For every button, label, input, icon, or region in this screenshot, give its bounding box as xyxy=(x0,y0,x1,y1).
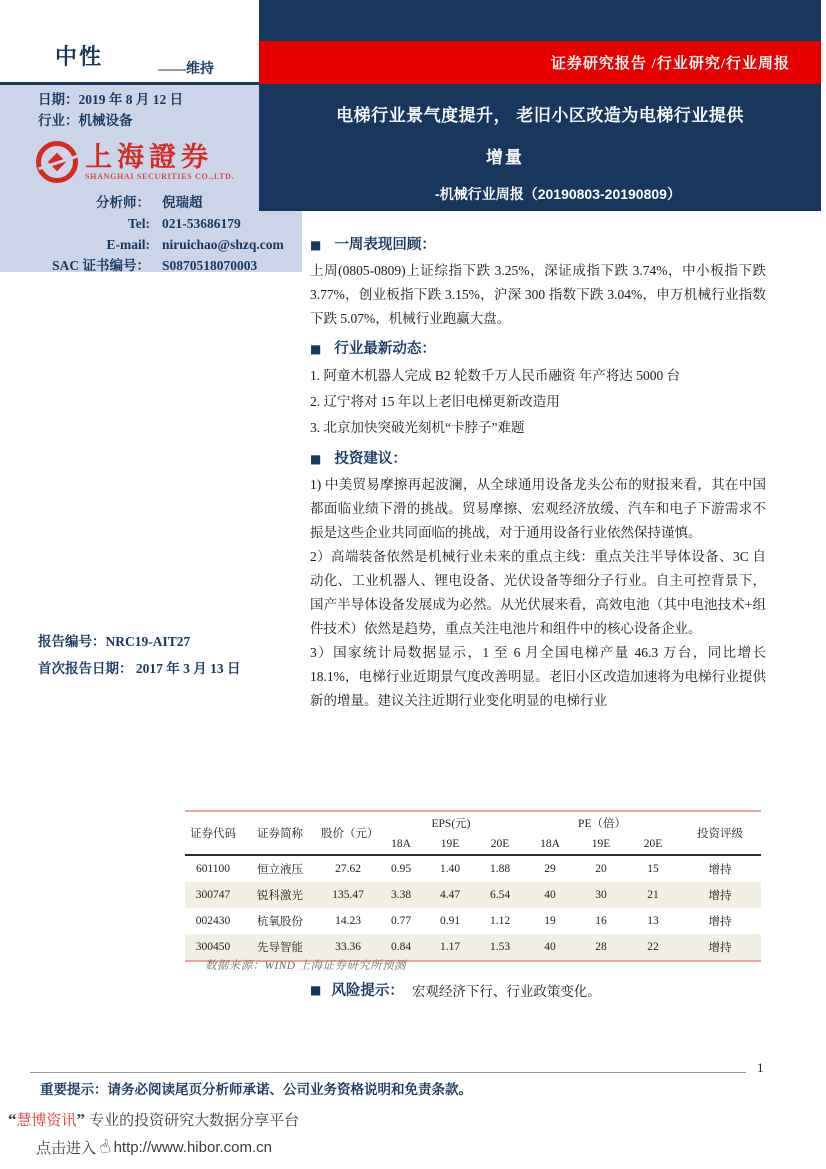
cell-eps18: 0.84 xyxy=(390,941,412,953)
section-week-review-heading xyxy=(310,234,766,256)
hibor-brand: 慧博资讯 xyxy=(16,1112,77,1129)
first-report-date-label: 首次报告日期： xyxy=(38,661,133,676)
cta-text[interactable]: 点击进入 xyxy=(36,1139,97,1157)
cell-pe20: 15 xyxy=(647,863,659,875)
email-label: E-mail: xyxy=(106,237,150,252)
sac-label: SAC 证书编号： xyxy=(52,258,150,272)
email-value: niruichao@shzq.com xyxy=(162,237,284,252)
logo-en-text: SHANGHAI SECURITIES CO.,LTD. xyxy=(85,172,235,181)
hand-cursor-icon: ☝ xyxy=(96,1134,114,1160)
cell-eps20: 1.53 xyxy=(489,941,511,953)
shanghai-securities-logo-icon xyxy=(36,141,78,183)
report-number-value: NRC19-AIT27 xyxy=(105,634,191,649)
risk-warning-line xyxy=(310,979,601,1000)
col-header-name: 证券简称 xyxy=(257,828,303,840)
report-title-line1: 电梯行业景气度提升， 老旧小区改造为电梯行业提供 xyxy=(336,106,744,125)
col-header-pe-20e: 20E xyxy=(643,837,663,850)
logo-cn-text: 上海證券 xyxy=(85,142,213,172)
section-title: 行业最新动态： xyxy=(334,341,436,357)
cell-price: 135.47 xyxy=(332,889,364,901)
cell-code: 300450 xyxy=(195,941,231,953)
industry-value: 机械设备 xyxy=(78,113,133,128)
report-subtitle: -机械行业周报（20190803-20190809） xyxy=(435,186,681,202)
hibor-brand-line xyxy=(8,1109,299,1130)
col-header-pe-19e: 19E xyxy=(591,837,611,850)
news-item: 3. 北京加快突破光刻机“卡脖子”难题 xyxy=(310,420,525,435)
report-number-label: 报告编号： xyxy=(38,634,106,649)
advice-paragraph: 3）国家统计局数据显示，1 至 6 月全国电梯产量 46.3 万台，同比增长 18.1%，电梯行业近期景气度改善明显。老旧小区改造加速将为电梯行业提供新的增量。建议关注近期行业变化明显的电梯行业 xyxy=(310,645,766,708)
date-label: 日期： xyxy=(38,92,79,107)
cell-rating: 增持 xyxy=(708,890,732,902)
first-report-date-value: 2017 年 3 月 13 日 xyxy=(135,661,241,676)
open-quote: “ xyxy=(8,1110,17,1129)
rating-suffix: ——维持 xyxy=(158,62,214,77)
section-title: 一周表现回顾： xyxy=(334,237,436,253)
close-quote: ” xyxy=(76,1110,86,1129)
col-header-eps-20e: 20E xyxy=(490,837,510,850)
risk-title: 风险提示： xyxy=(331,983,404,999)
cell-eps19: 0.91 xyxy=(439,915,461,927)
date-value: 2019 年 8 月 12 日 xyxy=(78,92,184,107)
table-row xyxy=(185,882,761,908)
hibor-tagline: 专业的投资研究大数据分享平台 xyxy=(85,1112,300,1129)
news-item: 1. 阿童木机器人完成 B2 轮数千万人民币融资 年产将达 5000 台 xyxy=(310,368,681,383)
logo-text xyxy=(85,143,234,181)
footer-divider xyxy=(30,1072,746,1073)
col-header-code: 证券代码 xyxy=(190,828,236,840)
cell-pe18: 40 xyxy=(544,941,556,953)
col-header-pe-18a: 18A xyxy=(540,837,560,850)
col-header-pe-group: PE（倍） xyxy=(578,817,626,830)
col-header-price: 股价（元） xyxy=(321,828,379,840)
cell-name: 恒立液压 xyxy=(257,864,303,876)
cell-eps18: 0.95 xyxy=(390,863,412,875)
cell-code: 002430 xyxy=(195,915,231,927)
col-header-eps-18a: 18A xyxy=(391,837,411,850)
important-notice: 重要提示：请务必阅读尾页分析师承诺、公司业务资格说明和免责条款。 xyxy=(40,1082,472,1097)
cell-pe19: 16 xyxy=(595,915,607,927)
hibor-cta-line xyxy=(36,1136,272,1158)
table-header-row xyxy=(185,811,761,833)
cell-eps19: 1.40 xyxy=(439,863,461,875)
cell-eps19: 4.47 xyxy=(439,889,461,901)
week-review-body: 上周(0805-0809)上证综指下跌 3.25%，深证成指下跌 3.74%，中小板指下跌 3.77%，创业板指下跌 3.15%，沪深 300 指数下跌 3.04%，申万机械行业指数下跌 5.07%，机械行业跑赢大盘。 xyxy=(310,263,766,326)
news-item: 2. 辽宁将对 15 年以上老旧电梯更新改造用 xyxy=(310,394,560,409)
cell-name: 锐科激光 xyxy=(257,890,303,902)
cell-rating: 增持 xyxy=(708,864,732,876)
col-header-eps-19e: 19E xyxy=(440,837,460,850)
report-meta-block xyxy=(38,628,241,682)
sidebar-info-panel xyxy=(0,82,302,272)
analyst-name: 倪瑞超 xyxy=(162,195,203,210)
cell-code: 601100 xyxy=(195,863,231,875)
cell-pe20: 13 xyxy=(647,915,659,927)
section-investment-advice-heading xyxy=(310,448,766,470)
cell-name: 先导智能 xyxy=(257,942,303,954)
tel-label: Tel: xyxy=(127,216,150,231)
risk-body: 宏观经济下行、行业政策变化。 xyxy=(411,983,601,999)
col-header-rating: 投资评级 xyxy=(697,828,744,840)
cell-pe18: 40 xyxy=(544,889,556,901)
main-content xyxy=(310,230,766,713)
advice-paragraph: 2）高端装备依然是机械行业未来的重点主线：重点关注半导体设备、3C 自动化、工业机器人、锂电设备、光伏设备等细分子行业。自主可控背景下，国产半导体设备发展成为必然。从光伏展来看，高效电池（其中电池技术+组件技术）依然是趋势，重点关注电池片和组件中的核心设备企业。 xyxy=(310,549,766,636)
advice-paragraph: 1) 中美贸易摩擦再起波澜，从全球通用设备龙头公布的财报来看，其在中国都面临业绩下滑的挑战。贸易摩擦、宏观经济放缓、汽车和电子下游需求不振是这些企业共同面临的挑战，对于通用设备行业依然保持谨慎。 xyxy=(310,477,766,540)
cell-eps20: 6.54 xyxy=(489,889,511,901)
cell-pe19: 20 xyxy=(595,863,607,875)
cell-eps18: 3.38 xyxy=(390,889,412,901)
table-source-note: 数据来源：WIND 上海证券研究所预测 xyxy=(205,960,406,972)
report-title-line2: 增量 xyxy=(486,148,524,167)
cell-price: 27.62 xyxy=(335,863,361,875)
section-industry-news-heading xyxy=(310,338,766,360)
key-stocks-table xyxy=(185,810,761,962)
sac-value: S0870518070003 xyxy=(162,258,258,272)
cell-pe19: 28 xyxy=(595,941,607,953)
cell-eps19: 1.17 xyxy=(439,941,461,953)
report-number-row xyxy=(38,628,241,655)
cell-pe19: 30 xyxy=(595,889,607,901)
square-bullet-icon: ■ xyxy=(310,238,322,252)
analyst-label: 分析师： xyxy=(96,195,150,210)
title-banner xyxy=(259,0,821,211)
page-number: 1 xyxy=(757,1060,764,1075)
table-row xyxy=(185,908,761,934)
cell-pe18: 19 xyxy=(544,915,556,927)
cell-eps18: 0.77 xyxy=(390,915,412,927)
square-bullet-icon: ■ xyxy=(310,982,322,997)
col-header-eps-group: EPS(元) xyxy=(431,817,471,830)
table-row xyxy=(185,855,761,882)
cell-eps20: 1.88 xyxy=(489,863,511,875)
report-type-text: 证券研究报告 /行业研究/行业周报 xyxy=(550,56,790,72)
section-title: 投资建议： xyxy=(334,451,407,467)
cell-pe20: 22 xyxy=(647,941,659,953)
cell-pe20: 21 xyxy=(647,889,659,901)
cell-price: 33.36 xyxy=(335,941,361,953)
rating-value: 中性 xyxy=(55,44,104,69)
hibor-url-link[interactable]: http://www.hibor.com.cn xyxy=(113,1138,272,1156)
industry-label: 行业： xyxy=(38,113,79,128)
cell-eps20: 1.12 xyxy=(489,915,511,927)
cell-rating: 增持 xyxy=(708,942,732,954)
report-type-band xyxy=(259,41,821,84)
cell-name: 杭氧股份 xyxy=(257,916,303,928)
square-bullet-icon: ■ xyxy=(310,342,322,356)
tel-value: 021-53686179 xyxy=(162,216,241,231)
cell-pe18: 29 xyxy=(544,863,556,875)
cell-code: 300747 xyxy=(195,889,231,901)
square-bullet-icon: ■ xyxy=(310,452,322,466)
first-report-date-row xyxy=(38,655,241,682)
cell-rating: 增持 xyxy=(708,916,732,928)
cell-price: 14.23 xyxy=(335,915,361,927)
